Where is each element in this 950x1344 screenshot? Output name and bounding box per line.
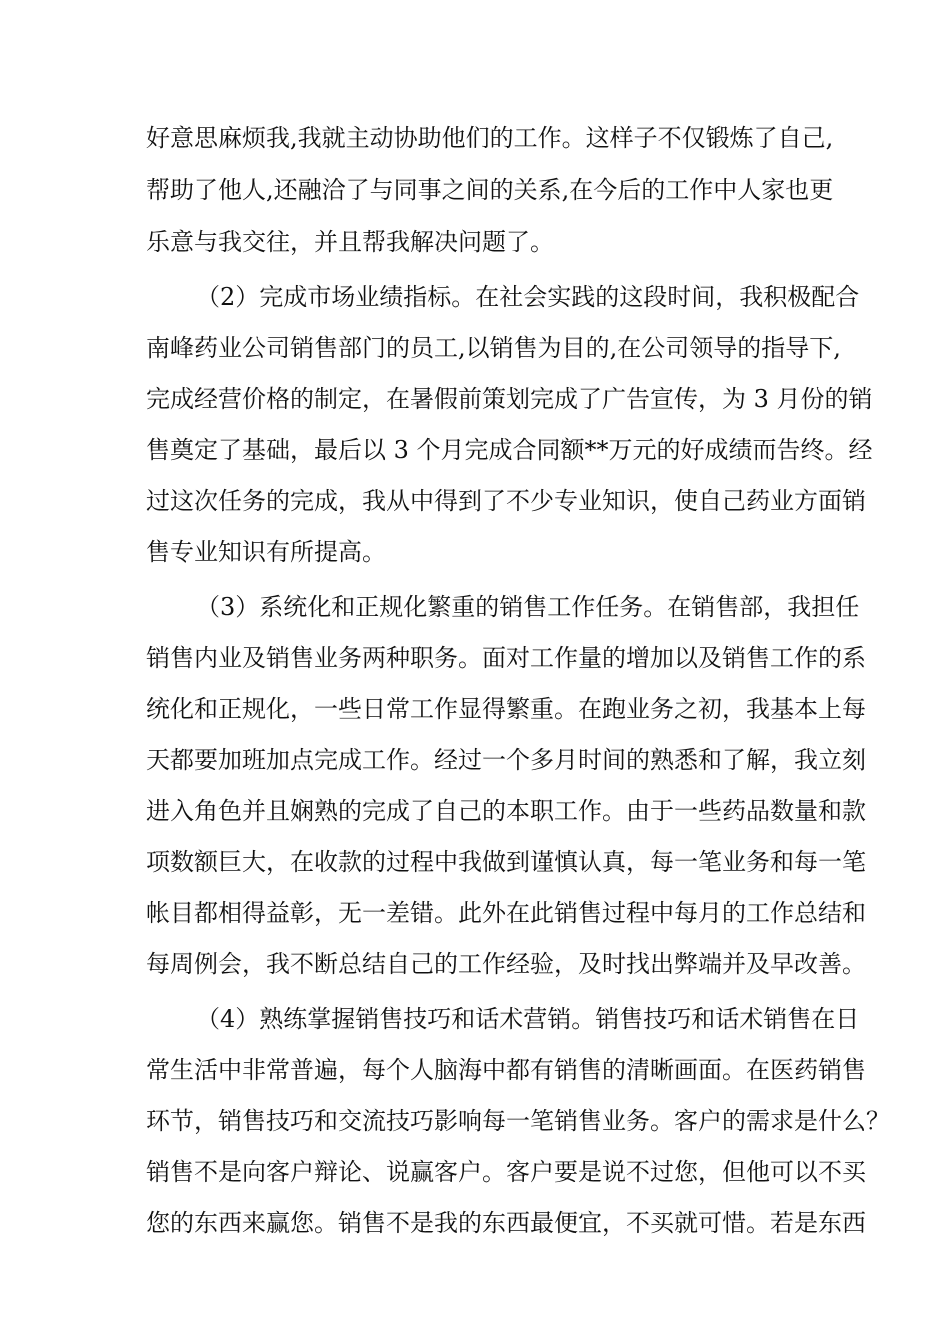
- text-line: 销售内业及销售业务两种职务。面对工作量的增加以及销售工作的系: [146, 644, 866, 672]
- text-line: 售奠定了基础，最后以 3 个月完成合同额**万元的好成绩而告终。经: [146, 436, 873, 464]
- text-line: 进入角色并且娴熟的完成了自己的本职工作。由于一些药品数量和款: [146, 797, 866, 825]
- text-line: 南峰药业公司销售部门的员工,以销售为目的,在公司领导的指导下,: [146, 334, 841, 362]
- text-line: 统化和正规化，一些日常工作显得繁重。在跑业务之初，我基本上每: [146, 695, 866, 723]
- paragraph-3-heading-line: （3）系统化和正规化繁重的销售工作任务。在销售部，我担任: [196, 593, 860, 621]
- paragraph-4-heading-line: （4）熟练掌握销售技巧和话术营销。销售技巧和话术销售在日: [196, 1005, 860, 1033]
- text-line: 帐目都相得益彰，无一差错。此外在此销售过程中每月的工作总结和: [146, 899, 866, 927]
- text-line: 好意思麻烦我,我就主动协助他们的工作。这样子不仅锻炼了自己,: [146, 124, 834, 152]
- text-line: 项数额巨大，在收款的过程中我做到谨慎认真，每一笔业务和每一笔: [146, 848, 866, 876]
- text-line: 帮助了他人,还融洽了与同事之间的关系,在今后的工作中人家也更: [146, 176, 834, 204]
- text-line: 您的东西来赢您。销售不是我的东西最便宜，不买就可惜。若是东西: [146, 1209, 866, 1237]
- text-line: 常生活中非常普遍，每个人脑海中都有销售的清晰画面。在医药销售: [146, 1056, 866, 1084]
- paragraph-2-heading-line: （2）完成市场业绩指标。在社会实践的这段时间，我积极配合: [196, 283, 860, 311]
- text-line: 售专业知识有所提高。: [146, 538, 386, 566]
- text-line: 每周例会，我不断总结自己的工作经验，及时找出弊端并及早改善。: [146, 950, 866, 978]
- text-line: 过这次任务的完成，我从中得到了不少专业知识，使自己药业方面销: [146, 487, 866, 515]
- text-line: 销售不是向客户辩论、说赢客户。客户要是说不过您，但他可以不买: [146, 1158, 866, 1186]
- text-line: 环节，销售技巧和交流技巧影响每一笔销售业务。客户的需求是什么？: [146, 1107, 890, 1135]
- text-line: 完成经营价格的制定，在暑假前策划完成了广告宣传，为 3 月份的销: [146, 385, 873, 413]
- text-line: 乐意与我交往，并且帮我解决问题了。: [146, 228, 554, 256]
- text-line: 天都要加班加点完成工作。经过一个多月时间的熟悉和了解，我立刻: [146, 746, 866, 774]
